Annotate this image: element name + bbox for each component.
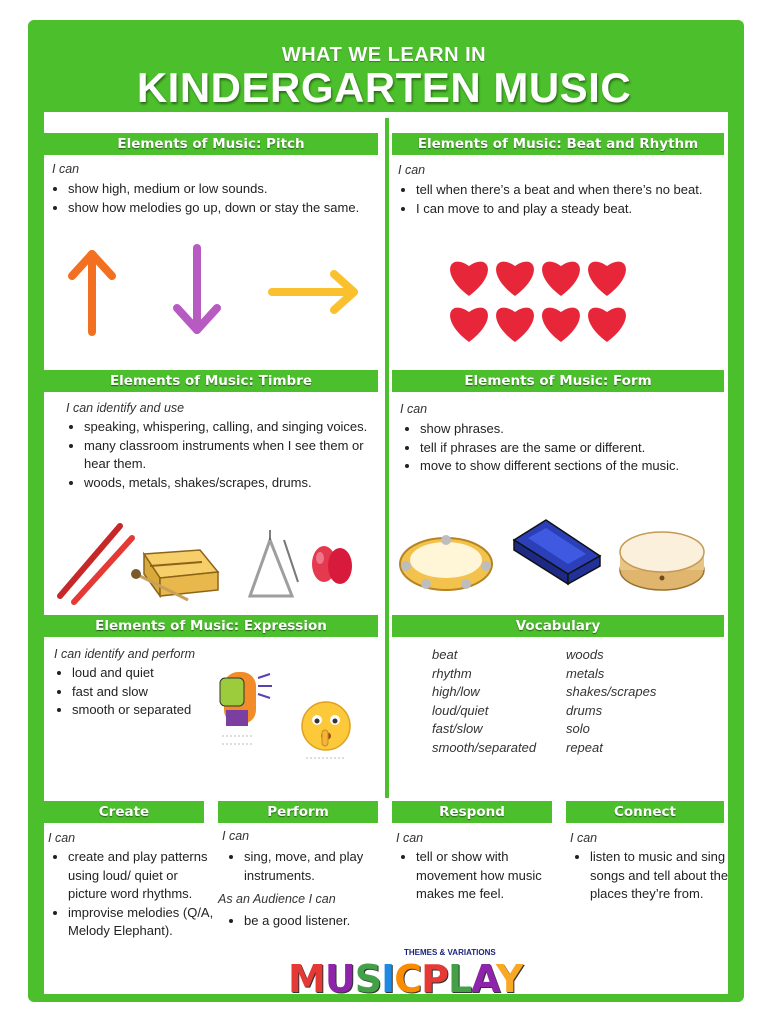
vocabulary-list-left bbox=[432, 646, 536, 758]
list-item: • smooth or separated bbox=[72, 701, 242, 720]
sand-blocks-icon bbox=[514, 520, 600, 584]
triangle-icon bbox=[250, 530, 298, 596]
list-item: • improvise melodies (Q/A, Melody Elephant). bbox=[68, 904, 218, 941]
expression-heading: Elements of Music: Expression bbox=[44, 615, 378, 637]
egg-shakers-icon bbox=[312, 546, 352, 584]
column-divider bbox=[385, 118, 389, 798]
heart-icon bbox=[542, 308, 580, 342]
connect-list bbox=[574, 848, 740, 904]
wood-block-icon bbox=[131, 550, 218, 600]
heart-icon bbox=[588, 308, 626, 342]
tambourine-icon bbox=[400, 535, 492, 590]
beat-intro: I can bbox=[398, 163, 426, 177]
logo-tagline: THEMES & VARIATIONS bbox=[404, 948, 496, 957]
list-item: • speaking, whispering, calling, and singing voices. bbox=[84, 418, 384, 437]
vocab-word: beat bbox=[432, 647, 458, 662]
list-item: • be a good listener. bbox=[244, 912, 394, 931]
list-item: • create and play patterns using loud/ quiet or picture word rhythms. bbox=[68, 848, 218, 904]
respond-intro: I can bbox=[396, 831, 424, 845]
list-item: • sing, move, and play instruments. bbox=[244, 848, 394, 885]
arrow-right-icon bbox=[272, 274, 354, 310]
timbre-instruments bbox=[52, 518, 372, 606]
list-item: • loud and quiet bbox=[72, 664, 242, 683]
vocab-word: smooth/separated bbox=[432, 739, 537, 755]
heart-icon bbox=[450, 262, 488, 296]
create-list bbox=[52, 848, 218, 941]
form-heading: Elements of Music: Form bbox=[392, 370, 724, 392]
expression-pictures bbox=[214, 664, 364, 774]
hand-drum-icon bbox=[620, 532, 704, 590]
heart-icon bbox=[496, 262, 534, 296]
vocab-word: solo bbox=[566, 721, 590, 737]
perform-audience-intro: As an Audience I can bbox=[218, 892, 336, 906]
connect-intro: I can bbox=[570, 831, 598, 845]
shush-face-icon bbox=[302, 702, 350, 758]
form-instruments bbox=[396, 512, 712, 604]
list-item: • move to show different sections of the music. bbox=[420, 457, 732, 476]
timbre-list bbox=[68, 418, 384, 492]
vocabulary-heading: Vocabulary bbox=[392, 615, 724, 637]
vocab-word: drums bbox=[566, 702, 603, 718]
vocab-word: shakes/scrapes bbox=[566, 684, 657, 700]
arrow-down-icon bbox=[177, 248, 217, 330]
pitch-arrows bbox=[60, 240, 370, 340]
rhythm-sticks-icon bbox=[60, 526, 132, 602]
pitch-intro: I can bbox=[52, 162, 80, 176]
list-item: • woods, metals, shakes/scrapes, drums. bbox=[84, 474, 384, 493]
vocab-word: metals bbox=[566, 665, 605, 681]
heart-icon bbox=[496, 308, 534, 342]
list-item: • many classroom instruments when I see them or hear them. bbox=[84, 437, 384, 474]
respond-heading: Respond bbox=[392, 801, 552, 823]
perform-intro: I can bbox=[222, 829, 250, 843]
list-item: • fast and slow bbox=[72, 683, 242, 702]
loud-child-icon bbox=[220, 672, 272, 744]
arrow-up-icon bbox=[72, 254, 112, 332]
heart-icon bbox=[588, 262, 626, 296]
vocab-word: loud/quiet bbox=[432, 702, 489, 718]
list-item: • tell if phrases are the same or different. bbox=[420, 439, 732, 458]
timbre-heading: Elements of Music: Timbre bbox=[44, 370, 378, 392]
vocab-word: high/low bbox=[432, 684, 480, 700]
pitch-list bbox=[52, 180, 394, 217]
form-intro: I can bbox=[400, 402, 428, 416]
page-title: KINDERGARTEN MUSIC bbox=[136, 64, 632, 111]
beat-list bbox=[400, 181, 732, 218]
list-item: • show phrases. bbox=[420, 420, 732, 439]
beat-heading: Elements of Music: Beat and Rhythm bbox=[392, 133, 724, 155]
perform-list bbox=[228, 848, 394, 885]
list-item: • show how melodies go up, down or stay the same. bbox=[68, 199, 394, 218]
list-item: • tell or show with movement how music makes me feel. bbox=[416, 848, 568, 904]
connect-heading: Connect bbox=[566, 801, 724, 823]
form-list bbox=[404, 420, 732, 476]
musicplay-logo: MUSICPLAY bbox=[288, 957, 523, 1001]
heart-icon bbox=[450, 308, 488, 342]
pitch-heading: Elements of Music: Pitch bbox=[44, 133, 378, 155]
heart-icon bbox=[542, 262, 580, 296]
steady-beat-hearts bbox=[446, 254, 632, 348]
list-item: • I can move to and play a steady beat. bbox=[416, 200, 732, 219]
page-subtitle: WHAT WE LEARN IN bbox=[281, 44, 487, 66]
list-item: • listen to music and sing songs and tell about the places they’re from. bbox=[590, 848, 740, 904]
expression-intro: I can identify and perform bbox=[54, 647, 196, 661]
respond-list bbox=[400, 848, 568, 904]
perform-heading: Perform bbox=[218, 801, 378, 823]
vocabulary-list-right bbox=[566, 646, 656, 758]
vocab-word: repeat bbox=[566, 739, 603, 755]
perform-audience-list bbox=[228, 912, 394, 931]
list-item: • tell when there’s a beat and when there’s no beat. bbox=[416, 181, 732, 200]
create-intro: I can bbox=[48, 831, 76, 845]
create-heading: Create bbox=[44, 801, 204, 823]
vocab-word: woods bbox=[566, 647, 604, 662]
list-item: • show high, medium or low sounds. bbox=[68, 180, 394, 199]
vocab-word: fast/slow bbox=[432, 721, 483, 737]
timbre-intro: I can identify and use bbox=[66, 401, 185, 415]
vocab-word: rhythm bbox=[432, 665, 472, 681]
